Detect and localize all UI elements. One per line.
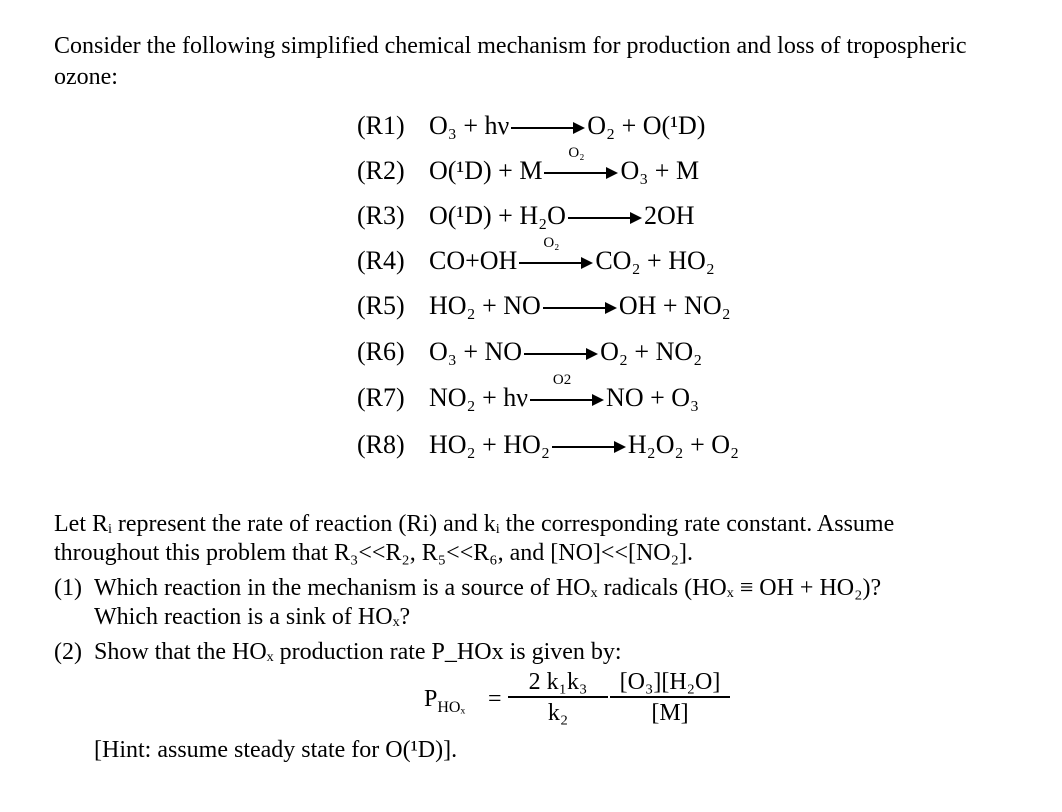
- arrow-head: [605, 302, 617, 314]
- intro-text: Consider the following simplified chemical mechanism for production and loss of tropospheric ozone:: [54, 33, 967, 90]
- products: O₃ + M: [620, 156, 700, 185]
- reaction-row: [357, 372, 700, 422]
- reaction-arrow-icon: [543, 301, 617, 315]
- arrow-head: [573, 122, 585, 134]
- reaction-equation: [429, 425, 739, 465]
- fraction-denominator: k₂: [547, 700, 569, 726]
- question-number: (2): [54, 639, 82, 665]
- reaction-label: (R5): [357, 291, 405, 320]
- arrow-condition: O₂: [543, 235, 560, 252]
- reaction-row: [357, 425, 739, 469]
- arrow-shaft: [543, 307, 607, 309]
- assumptions-paragraph: [54, 510, 1034, 568]
- formula-fraction-rate-constants: [508, 668, 608, 728]
- reaction-row: [357, 286, 731, 330]
- reaction-arrow-icon: [524, 347, 598, 361]
- assumptions-line-1: Let Rᵢ represent the rate of reaction (Ri) and kᵢ the corresponding rate constant. Assume: [54, 511, 895, 537]
- arrow-shaft: [519, 262, 583, 264]
- reaction-label: (R6): [357, 337, 405, 366]
- question-1-line-2: Which reaction is a sink of HOₓ?: [94, 604, 411, 630]
- fraction-denominator: [M]: [651, 700, 689, 726]
- question-1: [54, 574, 1034, 603]
- reaction-label: (R2): [357, 156, 405, 185]
- arrow-condition: O₂: [568, 145, 585, 162]
- products: CO₂ + HO₂: [595, 246, 715, 275]
- arrow-head: [586, 348, 598, 360]
- reactants: CO+OH: [429, 246, 518, 275]
- arrow-shaft: [544, 172, 608, 174]
- arrow-head: [614, 441, 626, 453]
- reactants: O(¹D) + H₂O: [429, 201, 566, 230]
- products: O₂ + O(¹D): [587, 111, 706, 140]
- reactants: NO₂ + hν: [429, 383, 529, 412]
- reaction-row: [357, 235, 715, 285]
- products: OH + NO₂: [618, 291, 731, 320]
- reaction-row: [357, 145, 700, 195]
- reactants: HO₂ + HO₂: [429, 430, 550, 459]
- arrow-shaft: [524, 353, 588, 355]
- reaction-equation: [429, 372, 700, 418]
- reaction-arrow-icon: [568, 211, 642, 225]
- reaction-arrow-icon: [511, 121, 585, 135]
- products: H₂O₂ + O₂: [627, 430, 740, 459]
- arrow-head: [592, 394, 604, 406]
- products: O₂ + NO₂: [600, 337, 703, 366]
- hint-text: [Hint: assume steady state for O(¹D)].: [94, 737, 458, 763]
- arrow-shaft: [530, 399, 594, 401]
- reactants: O(¹D) + M: [429, 156, 543, 185]
- products: NO + O₃: [606, 383, 700, 412]
- arrow-shaft: [552, 446, 616, 448]
- formula-lhs: $P_{HO_x}$: [424, 686, 466, 716]
- arrow-condition: O2: [552, 372, 572, 389]
- reaction-label: (R3): [357, 201, 405, 230]
- reaction-arrow-icon: [530, 372, 604, 407]
- reactants: O₃ + hν: [429, 111, 510, 140]
- arrow-head: [581, 257, 593, 269]
- question-1-line-1: Which reaction in the mechanism is a source of HOₓ radicals (HOₓ ≡ OH + HO₂)?: [94, 575, 882, 601]
- reaction-equation: [429, 145, 700, 191]
- reaction-label: (R4): [357, 246, 405, 275]
- question-2-line-1: Show that the HOₓ production rate P_HOx is given by:: [94, 639, 622, 665]
- arrow-head: [606, 167, 618, 179]
- reaction-label: (R1): [357, 111, 405, 140]
- reaction-arrow-icon: [552, 440, 626, 454]
- products: 2OH: [643, 201, 695, 230]
- formula-equals: =: [488, 686, 502, 712]
- fraction-numerator: [O₃][H₂O]: [610, 668, 730, 698]
- question-number: (1): [54, 575, 82, 601]
- formula-fraction-concentrations: [610, 668, 730, 728]
- arrow-shaft: [511, 127, 575, 129]
- reaction-equation: [429, 106, 705, 146]
- reaction-row: [357, 332, 702, 376]
- reaction-arrow-icon: [519, 235, 593, 270]
- assumptions-line-2: throughout this problem that R₃<<R₂, R₅<<R₆, and [NO]<<[NO₂].: [54, 540, 693, 566]
- reaction-equation: [429, 196, 695, 236]
- question-2: [54, 638, 1034, 667]
- arrow-shaft: [568, 217, 632, 219]
- arrow-head: [630, 212, 642, 224]
- reaction-label: (R7): [357, 383, 405, 412]
- reaction-equation: [429, 286, 731, 326]
- reaction-equation: [429, 332, 702, 372]
- reaction-equation: [429, 235, 715, 281]
- reaction-row: [357, 106, 705, 150]
- fraction-numerator: 2 k₁k₃: [508, 668, 608, 698]
- reactants: O₃ + NO: [429, 337, 523, 366]
- reaction-arrow-icon: [544, 145, 618, 180]
- reactants: HO₂ + NO: [429, 291, 541, 320]
- reaction-label: (R8): [357, 430, 405, 459]
